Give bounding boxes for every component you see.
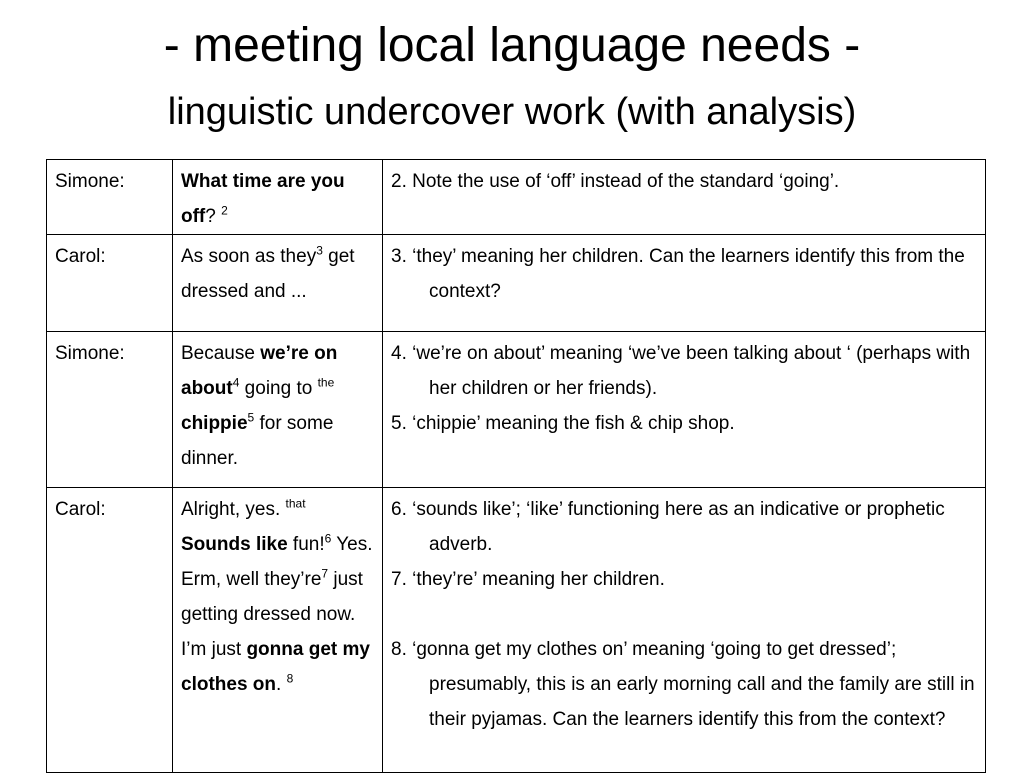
utterance-cell [173, 160, 383, 235]
utterance-text: Alright, yes. [181, 499, 286, 520]
table-row [47, 235, 986, 332]
analysis-note: 5. ‘chippie’ meaning the fish & chip shop. [391, 413, 735, 434]
highlighted-phrase: gonna get my clothes on [181, 639, 370, 695]
analysis-cell [383, 488, 986, 773]
footnote-marker: the [317, 375, 335, 390]
utterance-text: fun! [287, 534, 325, 555]
table-row [47, 332, 986, 488]
utterance-text: for some dinner. [181, 413, 334, 469]
analysis-note: 2. Note the use of ‘off’ instead of the standard ‘going’. [391, 171, 840, 192]
speaker-cell: Carol: [47, 235, 173, 332]
analysis-note: 3. ‘they’ meaning her children. Can the learners identify this from the context? [391, 246, 965, 302]
analysis-cell [383, 332, 986, 488]
footnote-marker: 5 [247, 410, 255, 425]
dialogue-table [46, 159, 986, 773]
utterance-cell [173, 488, 383, 773]
utterance-text: Yes. Erm, well they’re [181, 534, 373, 590]
speaker-cell: Carol: [47, 488, 173, 773]
speaker-cell: Simone: [47, 332, 173, 488]
footnote-marker: 7 [321, 566, 329, 581]
utterance-text: get dressed and ... [181, 246, 355, 302]
utterance-text: just getting dressed now. I’m just [181, 569, 363, 660]
table-row [47, 160, 986, 235]
utterance-text: As soon as they [181, 246, 317, 267]
highlighted-phrase: Sounds like [181, 534, 288, 555]
analysis-cell [383, 235, 986, 332]
slide-title: - meeting local language needs - [163, 19, 861, 72]
speaker-cell: Simone: [47, 160, 173, 235]
footnote-marker: 2 [221, 203, 228, 218]
slide-subtitle: linguistic undercover work (with analysis) [167, 91, 857, 133]
analysis-note: 8. ‘gonna get my clothes on’ meaning ‘going to get dressed’; presumably, this is an early morning call and the family are still in their pyjamas. Can the learners identify this from the context? [391, 639, 975, 730]
highlighted-phrase: we’re on about [181, 343, 338, 399]
utterance-text: Because [181, 343, 261, 364]
utterance-text: going to [239, 378, 318, 399]
footnote-marker: 8 [286, 671, 294, 686]
table-row [47, 488, 986, 773]
analysis-note: 7. ‘they’re’ meaning her children. [391, 569, 665, 590]
utterance-text: ? [205, 206, 222, 227]
highlighted-phrase: What time are you off [181, 171, 345, 227]
footnote-marker: 4 [232, 375, 240, 390]
highlighted-phrase: chippie [181, 413, 248, 434]
footnote-marker: 3 [316, 243, 323, 258]
analysis-note: 6. ‘sounds like’; ‘like’ functioning here as an indicative or prophetic adverb. [391, 499, 945, 555]
footnote-marker: that [285, 496, 306, 511]
analysis-note: 4. ‘we’re on about’ meaning ‘we’ve been talking about ‘ (perhaps with her children or her friends). [391, 343, 971, 399]
analysis-note [391, 597, 978, 632]
utterance-cell [173, 235, 383, 332]
utterance-cell [173, 332, 383, 488]
footnote-marker: 6 [324, 531, 332, 546]
analysis-cell [383, 160, 986, 235]
utterance-text: . [276, 674, 287, 695]
